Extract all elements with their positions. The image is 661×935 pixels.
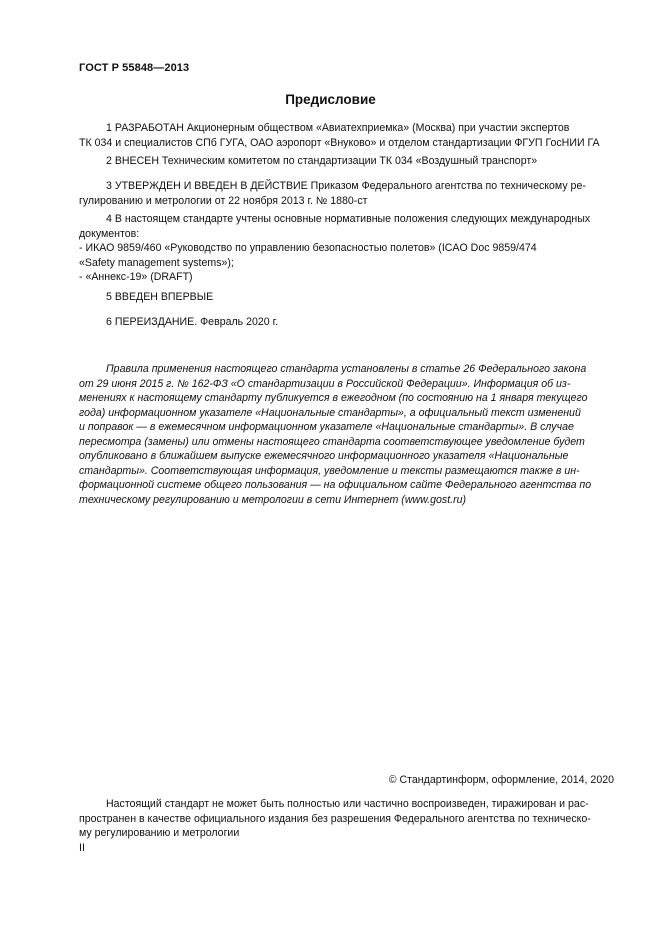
page-title: Предисловие — [285, 92, 376, 107]
foreword-item-4 — [79, 212, 614, 285]
standard-designation: ГОСТ Р 55848—2013 — [79, 62, 190, 74]
reproduction-line-1: Настоящий стандарт не может быть полностью или частично воспроизведен, тиражирован и рас- — [106, 798, 589, 810]
foreword-item-1-line-2: ТК 034 и специалистов СПб ГУГА, ОАО аэропорт «Внуково» и отделом стандартизации ФГУП ГосНИИ ГА — [79, 136, 600, 149]
copyright-notice: © Стандартинформ, оформление, 2014, 2020 — [388, 774, 614, 786]
reproduction-notice — [79, 797, 614, 841]
foreword-item-4-line-1: 4 В настоящем стандарте учтены основные нормативные положения следующих международных — [106, 213, 591, 225]
foreword-item-4-line-5: - «Аннекс-19» (DRAFT) — [79, 271, 193, 283]
notice-line-10: техническому регулированию и метрологии в сети Интернет (www.gost.ru) — [79, 493, 467, 506]
foreword-item-5-line-1: 5 ВВЕДЕН ВПЕРВЫЕ — [106, 291, 214, 303]
foreword-item-6 — [79, 315, 614, 330]
notice-line-4: года) информационном указателе «Национальные стандарты», а официальный текст изменений — [79, 406, 581, 419]
foreword-item-3-line-1: 3 УТВЕРЖДЕН И ВВЕДЕН В ДЕЙСТВИЕ Приказом Федерального агентства по техническому ре- — [106, 180, 586, 192]
foreword-item-4-line-2: документов: — [79, 227, 140, 240]
foreword-item-2-line-1: 2 ВНЕСЕН Техническим комитетом по стандартизации ТК 034 «Воздушный транспорт» — [106, 155, 538, 167]
reproduction-line-3: му регулированию и метрологии — [79, 827, 240, 839]
foreword-item-5 — [79, 290, 614, 305]
notice-line-9: формационной системе общего пользования — на официальном сайте Федерального агентства по — [79, 479, 592, 491]
notice-line-3: менениях к настоящему стандарту публикуется в ежегодном (по состоянию на 1 января текущего — [79, 392, 588, 404]
foreword-item-1-line-1: 1 РАЗРАБОТАН Акционерным обществом «Авиатехприемка» (Москва) при участии экспертов — [106, 122, 570, 134]
notice-line-8: стандарты». Соответствующая информация, уведомление и тексты размещаются также в ин- — [79, 464, 580, 477]
notice-line-6: пересмотра (замены) или отмены настоящего стандарта соответствующее уведомление будет — [79, 435, 585, 448]
foreword-item-1 — [79, 121, 614, 150]
notice-line-7: опубликовано в ближайшем выпуске ежемесячного информационного указателя «Национальные — [79, 450, 569, 462]
foreword-item-2 — [79, 154, 614, 169]
page-number: II — [79, 842, 85, 854]
foreword-item-3 — [79, 179, 614, 208]
notice-line-2: от 29 июня 2015 г. № 162-ФЗ «О стандартизации в Российской Федерации». Информация об из- — [79, 377, 571, 390]
notice-line-1: Правила применения настоящего стандарта установлены в статье 26 Федерального закона — [106, 363, 587, 375]
foreword-item-4-line-3: - ИКАО 9859/460 «Руководство по управлению безопасностью полетов» (ICAO Doc 9859/474 — [79, 242, 537, 254]
standard-application-notice — [79, 362, 614, 507]
foreword-item-6-line-1: 6 ПЕРЕИЗДАНИЕ. Февраль 2020 г. — [106, 316, 279, 328]
reproduction-line-2: пространен в качестве официального издания без разрешения Федерального агентства по техническо- — [79, 812, 591, 825]
foreword-item-3-line-2: гулированию и метрологии от 22 ноября 2013 г. № 1880-ст — [79, 194, 368, 207]
foreword-item-4-line-4: «Safety management systems»); — [79, 256, 234, 269]
notice-line-5: и поправок — в ежемесячном информационном указателе «Национальные стандарты». В случае — [79, 421, 574, 433]
